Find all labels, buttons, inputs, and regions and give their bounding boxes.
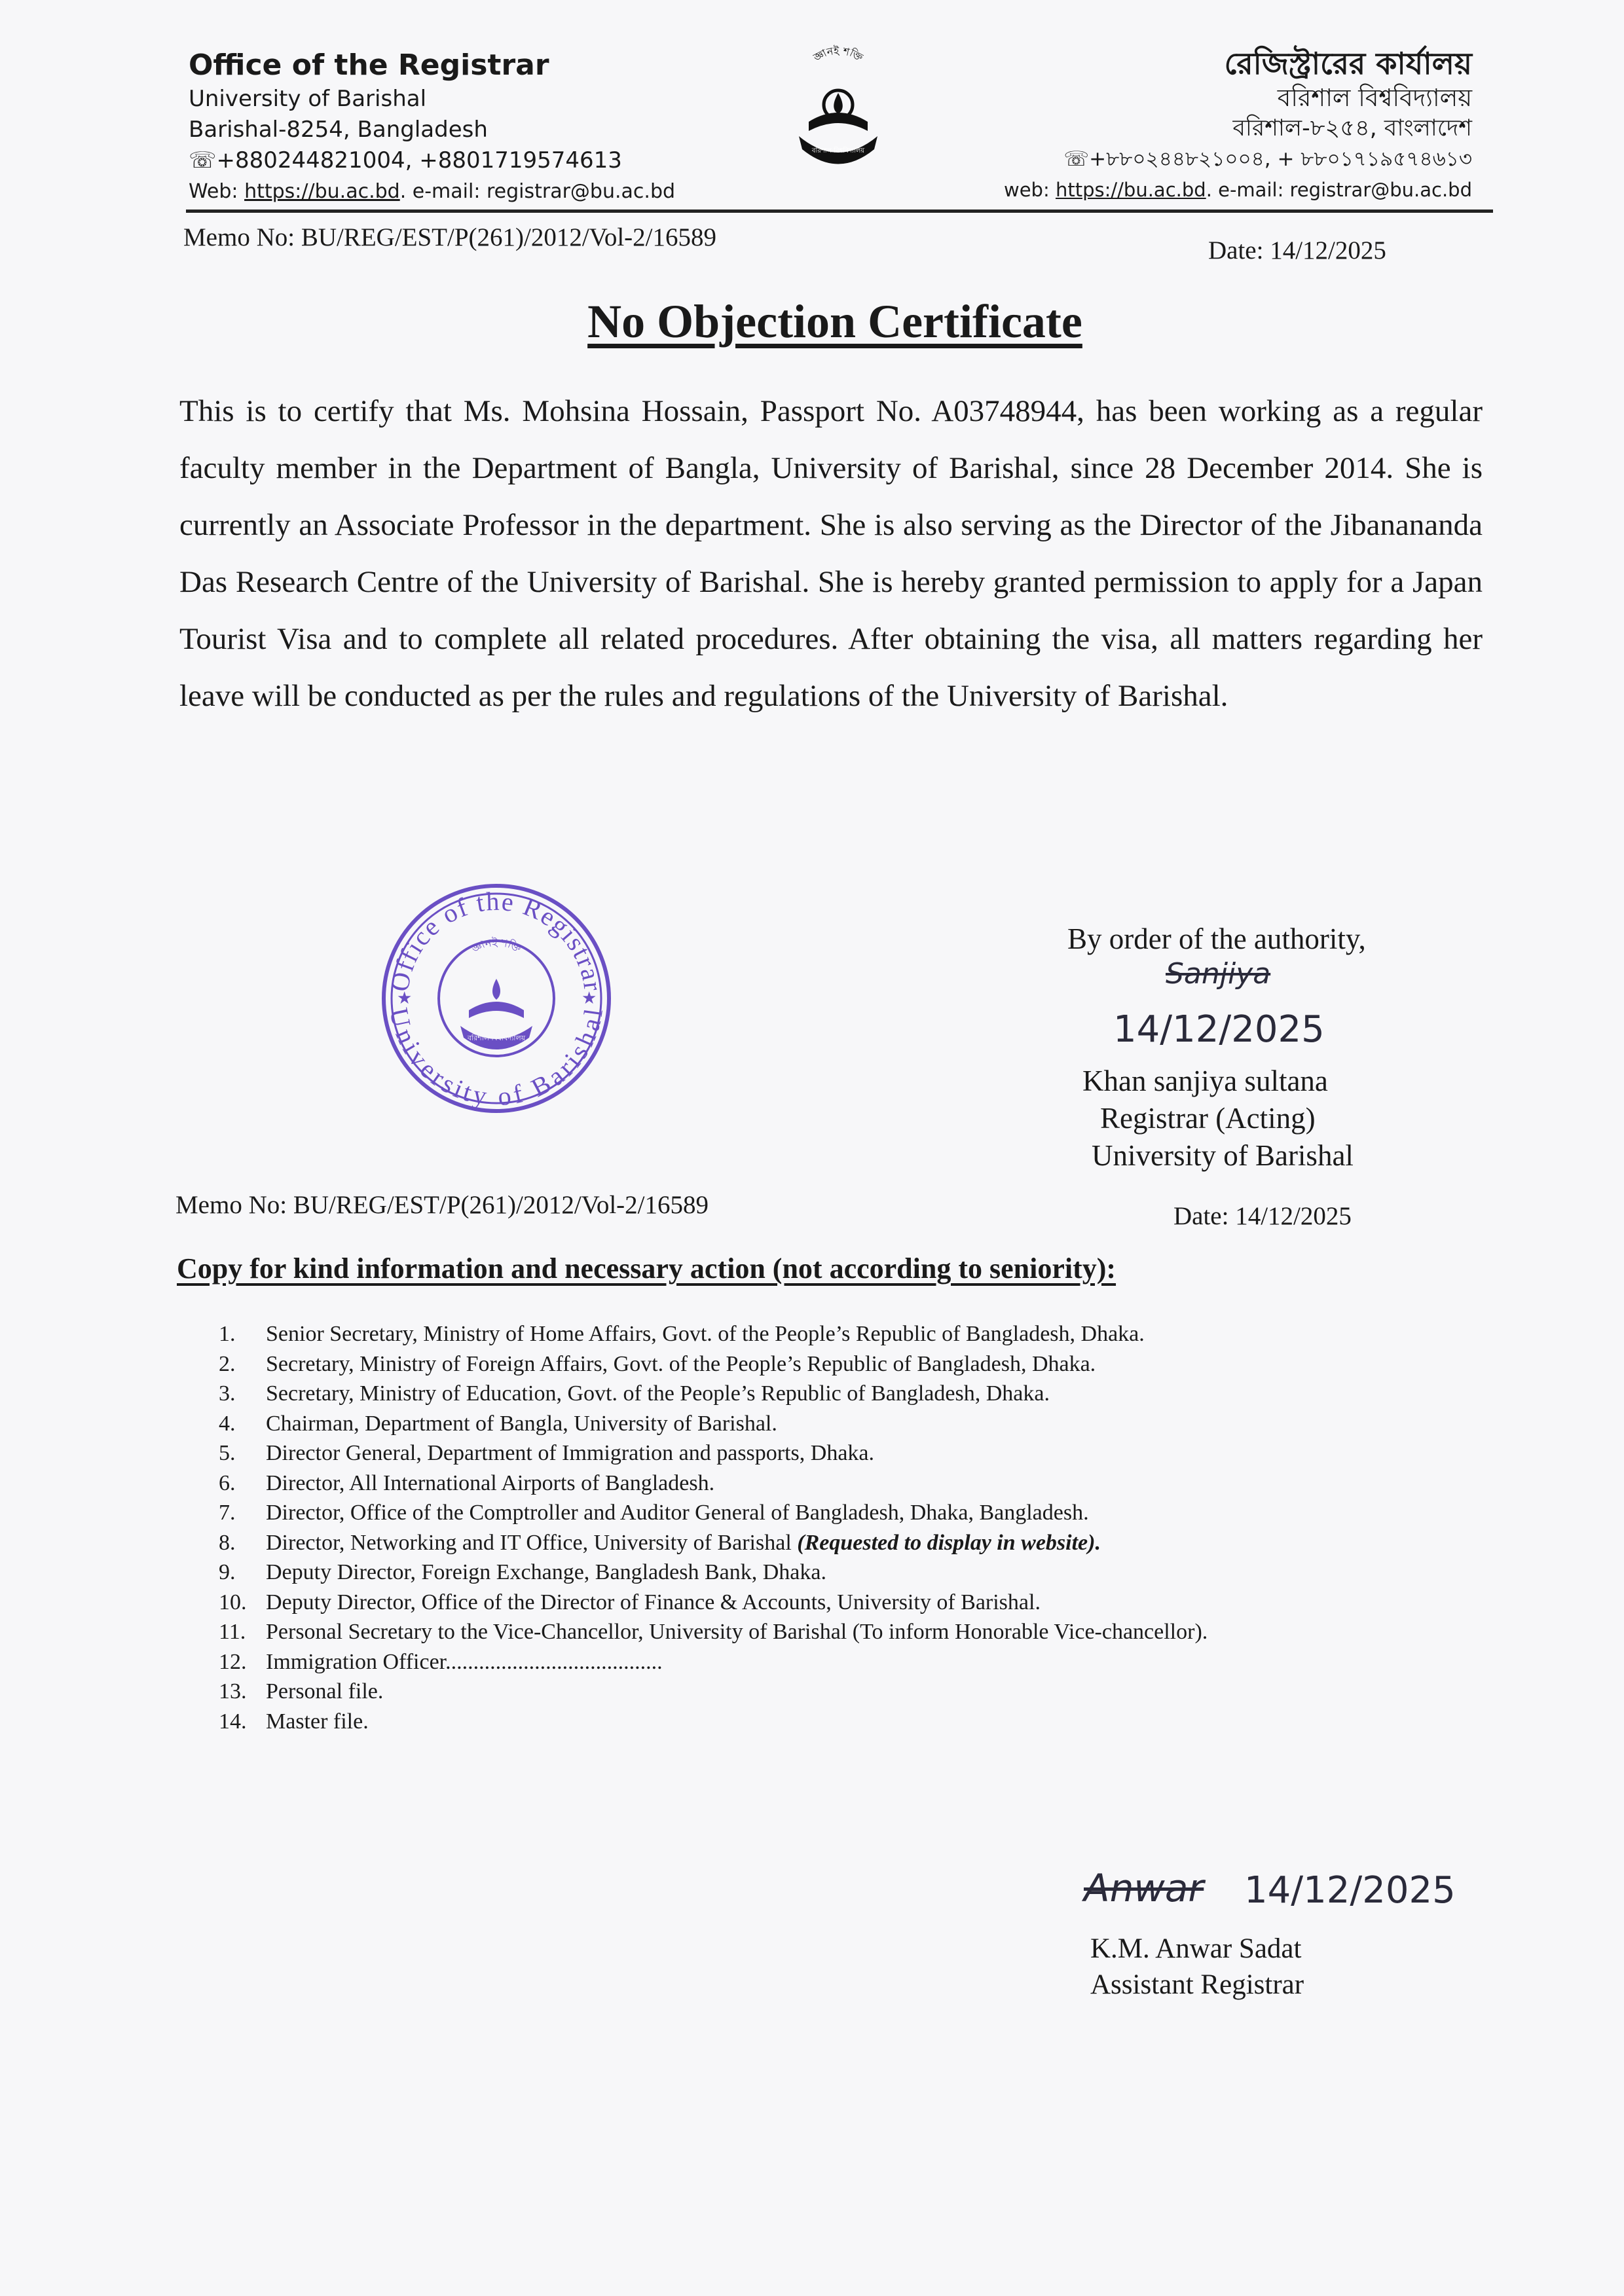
svg-text:জ্ঞানই শক্তি [811,45,865,64]
header-rule [186,210,1493,213]
logo-arc-text: জ্ঞানই শক্তি [811,45,866,64]
list-item-label: Director, Office of the Comptroller and Auditor General of Bangladesh, Dhaka, Bangladesh. [266,1501,1089,1525]
list-item [177,1588,1208,1618]
memo-number-copy: Memo No: BU/REG/EST/P(261)/2012/Vol-2/16589 [175,1191,709,1219]
registrar-signed-date: 14/12/2025 [1113,1008,1325,1051]
list-item-number: 4. [219,1411,236,1436]
seal-graphic [384,886,609,1111]
svg-text:★: ★ [581,989,597,1008]
registrar-seal [378,881,614,1116]
list-item-number: 8. [219,1530,236,1555]
seal-ribbon-text: বরিশাল বিশ্ববিদ্যালয় [467,1034,526,1042]
list-item-number: 9. [219,1560,236,1584]
list-item-label: Deputy Director, Office of the Director of Finance & Accounts, University of Barishal. [266,1590,1041,1614]
certificate-title: No Objection Certificate [587,295,1082,348]
list-item-text [266,1349,1096,1379]
list-item-text [266,1617,1208,1647]
list-item [177,1409,1208,1439]
memo-number: Memo No: BU/REG/EST/P(261)/2012/Vol-2/16589 [183,223,716,251]
list-item-text [266,1558,826,1588]
list-item-label: Director, Networking and IT Office, University of Barishal [266,1530,798,1555]
phone: ☏+880244821004, +8801719574613 [189,147,622,173]
seal-top-text: Office of the Registrar [384,886,608,994]
certificate-body: This is to certify that Ms. Mohsina Hossain, Passport No. A03748944, has been working as a regular faculty member in the Department of Bangla, University of Barishal, since 28 December 2014. She is currently an Associate Professor in the department. She is also serving as the Director of the Jibanananda Das Research Centre of the University of Barishal. She is hereby granted permission to apply for a Japan Tourist Visa and to complete all related procedures. After obtaining the visa, all matters regarding her leave will be conducted as per the rules and regulations of the University of Barishal. [179,394,1483,713]
website-link-bn[interactable]: https://bu.ac.bd [1055,179,1206,201]
list-item-number: 10. [219,1590,247,1614]
list-item-text [266,1379,1050,1409]
list-item-label: Senior Secretary, Ministry of Home Affairs, Govt. of the People’s Republic of Bangladesh, Dhaka. [266,1322,1145,1346]
university-name-bn: বরিশাল বিশ্ববিদ্যালয় [1277,84,1472,112]
office-title: Office of the Registrar [189,48,549,82]
list-item-label: Master file. [266,1709,369,1734]
list-item [177,1319,1208,1349]
office-title-bn: রেজিস্ট্রারের কার্যালয় [1224,46,1472,81]
list-item-note: (Requested to display in website). [797,1530,1101,1555]
list-item-text [266,1528,1101,1558]
svg-text:University of Barishal [384,1006,608,1112]
list-item-number: 11. [219,1620,246,1644]
registrar-institution: University of Barishal [1092,1139,1354,1172]
list-item-text [266,1438,874,1468]
list-item-number: 3. [219,1381,236,1406]
web-email-bn: web: https://bu.ac.bd. e-mail: registrar@bu.ac.bd [1004,179,1472,201]
registrar-name: Khan sanjiya sultana [1082,1065,1328,1097]
list-item-number: 5. [219,1441,236,1465]
registrar-designation: Registrar (Acting) [1100,1102,1316,1135]
list-item-label: Director General, Department of Immigration and passports, Dhaka. [266,1441,875,1465]
list-item [177,1528,1208,1558]
list-item [177,1498,1208,1528]
list-item [177,1707,1208,1737]
university-logo [776,45,900,169]
list-item-label: Secretary, Ministry of Education, Govt. of the People’s Republic of Bangladesh, Dhaka. [266,1381,1050,1406]
by-order: By order of the authority, [1067,922,1366,955]
assistant-designation: Assistant Registrar [1090,1969,1304,2000]
list-item [177,1677,1208,1707]
letterhead-right [1004,45,1472,206]
logo-ribbon-text: বরিশাল বিশ্ববিদ্যালয় [811,147,865,155]
list-item-label: Deputy Director, Foreign Exchange, Bangladesh Bank, Dhaka. [266,1560,826,1584]
assistant-signed-date: 14/12/2025 [1244,1869,1456,1912]
list-item-label: Immigration Officer....................................... [266,1649,663,1674]
university-name: University of Barishal [189,86,427,112]
date: Date: 14/12/2025 [1208,236,1386,264]
list-item-number: 14. [219,1709,247,1734]
address: Barishal-8254, Bangladesh [189,117,488,143]
address-bn: বরিশাল-৮২৫৪, বাংলাদেশ [1232,115,1472,141]
list-item-number: 13. [219,1679,247,1704]
list-item [177,1438,1208,1468]
distribution-list [177,1319,1208,1736]
list-item-label: Secretary, Ministry of Foreign Affairs, Govt. of the People’s Republic of Bangladesh, Dhaka. [266,1351,1096,1376]
list-item-number: 12. [219,1649,247,1674]
list-item [177,1379,1208,1409]
list-item-label: Personal file. [266,1679,384,1704]
list-item-number: 2. [219,1351,236,1376]
list-item-text [266,1647,663,1677]
list-item [177,1349,1208,1379]
list-item [177,1468,1208,1499]
phone-bn: ☏+৮৮০২৪৪৮২১০০৪, + ৮৮০১৭১৯৫৭৪৬১৩ [1063,147,1472,171]
list-item-text [266,1677,383,1707]
list-item-text [266,1588,1041,1618]
list-item-text [266,1319,1145,1349]
list-item-number: 6. [219,1470,236,1495]
list-item-text [266,1707,369,1737]
web-email: Web: https://bu.ac.bd. e-mail: registrar@bu.ac.bd [189,180,676,203]
svg-text:জ্ঞানই শক্তি [469,936,523,955]
list-item-text [266,1409,777,1439]
list-item-text [266,1498,1089,1528]
list-item [177,1558,1208,1588]
list-item-text [266,1468,714,1499]
seal-bottom-text: University of Barishal [384,1005,609,1112]
assistant-name: K.M. Anwar Sadat [1090,1933,1302,1964]
svg-text:★: ★ [397,989,413,1008]
registrar-signature: Sanjiya [1166,957,1271,991]
list-item-label: Director, All International Airports of Bangladesh. [266,1470,715,1495]
seal-inner-text: জ্ঞানই শক্তি [470,936,523,955]
website-link[interactable]: https://bu.ac.bd [244,180,400,203]
list-item [177,1617,1208,1647]
copy-heading: Copy for kind information and necessary action (not according to seniority): [177,1252,1116,1285]
date-copy: Date: 14/12/2025 [1173,1202,1352,1230]
list-item-label: Chairman, Department of Bangla, University of Barishal. [266,1411,777,1436]
list-item-number: 1. [219,1322,236,1346]
list-item [177,1647,1208,1677]
assistant-signature: Anwar [1084,1866,1204,1910]
list-item-number: 7. [219,1501,236,1525]
letterhead-left [189,47,675,207]
list-item-label: Personal Secretary to the Vice-Chancellor, University of Barishal (To inform Honorable Vice-chancellor). [266,1620,1208,1644]
